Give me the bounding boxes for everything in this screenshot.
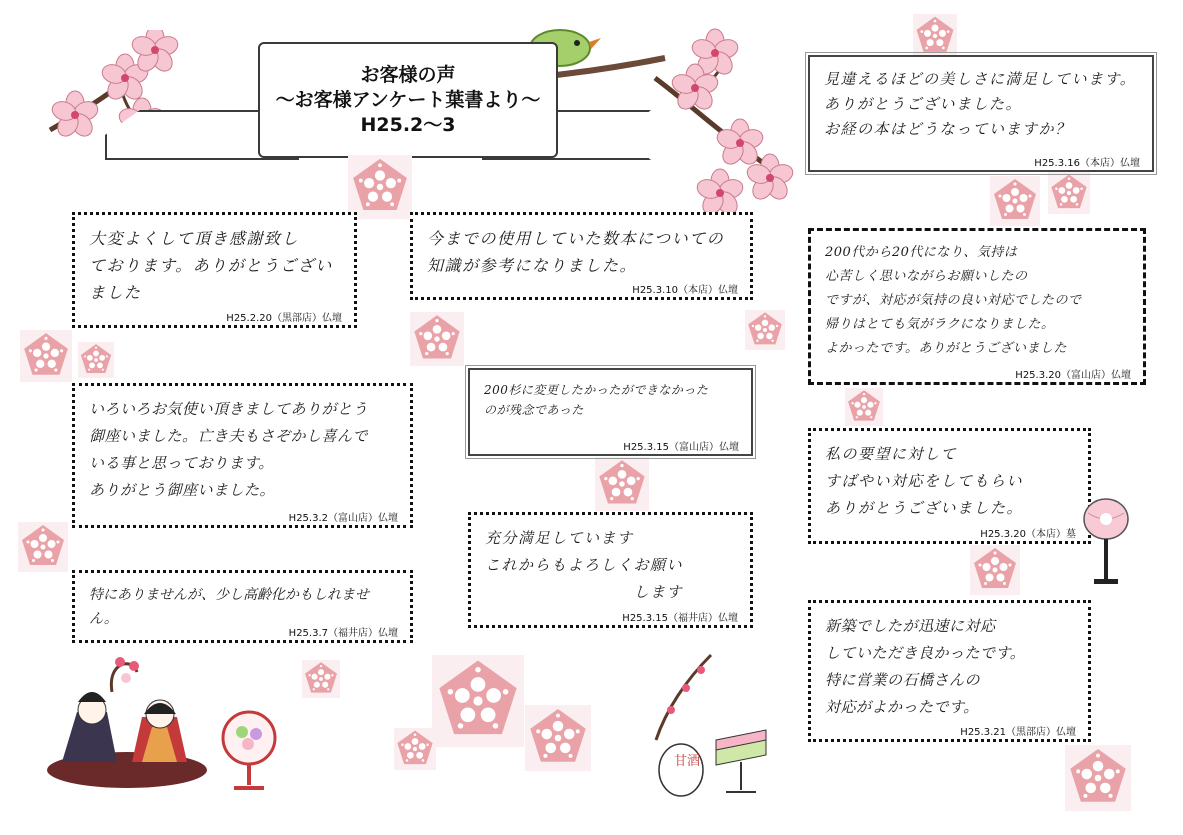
page-title: お客様の声 xyxy=(360,63,456,86)
comment-card xyxy=(72,570,413,643)
plum-blossom-icon xyxy=(394,728,436,770)
plum-blossom-icon xyxy=(845,388,883,426)
comment-signature: H25.3.2（富山店）仏壇 xyxy=(288,513,398,524)
comment-card xyxy=(468,368,753,456)
comment-card xyxy=(72,383,413,528)
comment-text: いろいろお気使い頂きましてありがとう 御座いました。亡き夫もさぞかし喜んで いる事と思っております。 ありがとう御座いました。 xyxy=(89,400,369,499)
plum-blossom-icon xyxy=(432,655,524,747)
comment-text: 見違えるほどの美しさに満足しています。 ありがとうございました。 お経の本はどうなっていますか？ xyxy=(824,70,1137,138)
lantern-icon xyxy=(1080,495,1132,590)
plum-blossom-icon xyxy=(990,176,1040,226)
plum-blossom-icon xyxy=(410,312,464,366)
comment-text: 特にありませんが、少し高齢化かもしれません。 xyxy=(89,587,369,627)
comment-card xyxy=(72,212,357,328)
plum-blossom-icon xyxy=(1048,172,1090,214)
comment-text: 今までの使用していた数本についての 知識が参考になりました。 xyxy=(427,229,725,275)
plum-blossom-icon xyxy=(525,705,591,771)
plum-blossom-icon xyxy=(595,457,649,511)
comment-signature: H25.2.20（黒部店）仏壇 xyxy=(226,313,342,324)
plum-blossom-icon xyxy=(78,342,114,378)
plum-blossom-icon xyxy=(20,330,72,382)
comment-card xyxy=(808,228,1146,385)
plum-blossom-icon xyxy=(745,310,785,350)
comment-signature: H25.3.16（本店）仏壇 xyxy=(1034,158,1140,169)
rice-cake-stand-icon xyxy=(212,710,287,795)
comment-card xyxy=(808,55,1154,172)
comment-card xyxy=(468,512,753,628)
hina-dolls-icon xyxy=(42,652,212,792)
comment-text: 私の要望に対して すばやい対応をしてもらい ありがとうございました。 xyxy=(825,445,1024,517)
amazake-icon xyxy=(636,650,786,800)
title-scroll xyxy=(258,42,558,158)
comment-signature: H25.3.21（黒部店）仏壇 xyxy=(960,727,1076,738)
sake-label: 甘酒 xyxy=(674,754,701,769)
comment-card xyxy=(808,428,1091,544)
comment-text: 200杉に変更したかったができなかった のが残念であった xyxy=(484,383,709,417)
comment-text: 充分満足しています これからもよろしくお願い します xyxy=(485,529,684,601)
comment-text: 200代から20代になり、気持は 心苦しく思いながらお願いしたの ですが、対応が気持の良い対応でしたので 帰りはとても気がラクになりました。 よかったです。ありがとうございました xyxy=(825,245,1082,356)
comment-signature: H25.3.15（富山店）仏壇 xyxy=(623,442,739,453)
page-subtitle: ～お客様アンケート葉書より～ xyxy=(275,88,541,111)
plum-blossom-icon xyxy=(18,522,68,572)
comment-signature: H25.3.20（富山店）仏壇 xyxy=(1015,370,1131,381)
plum-blossom-icon xyxy=(970,545,1020,595)
comment-signature: H25.3.10（本店）仏壇 xyxy=(632,285,738,296)
plum-blossom-icon xyxy=(913,14,957,58)
date-range: H25.2～3 xyxy=(360,113,456,136)
plum-blossom-icon xyxy=(302,660,340,698)
comment-signature: H25.3.20（本店）墓 xyxy=(980,529,1076,540)
comment-text: 新築でしたが迅速に対応 していただき良かったです。 特に営業の石橋さんの 対応がよかったです。 xyxy=(825,617,1026,716)
plum-blossom-icon xyxy=(1065,745,1131,811)
comment-card xyxy=(808,600,1091,742)
comment-signature: H25.3.15（福井店）仏壇 xyxy=(622,613,738,624)
comment-signature: H25.3.7（福井店）仏壇 xyxy=(288,628,398,639)
comment-text: 大変よくして頂き感謝致し ております。ありがとうござい ました xyxy=(89,229,333,302)
comment-card xyxy=(410,212,753,300)
plum-blossom-icon xyxy=(348,155,412,219)
